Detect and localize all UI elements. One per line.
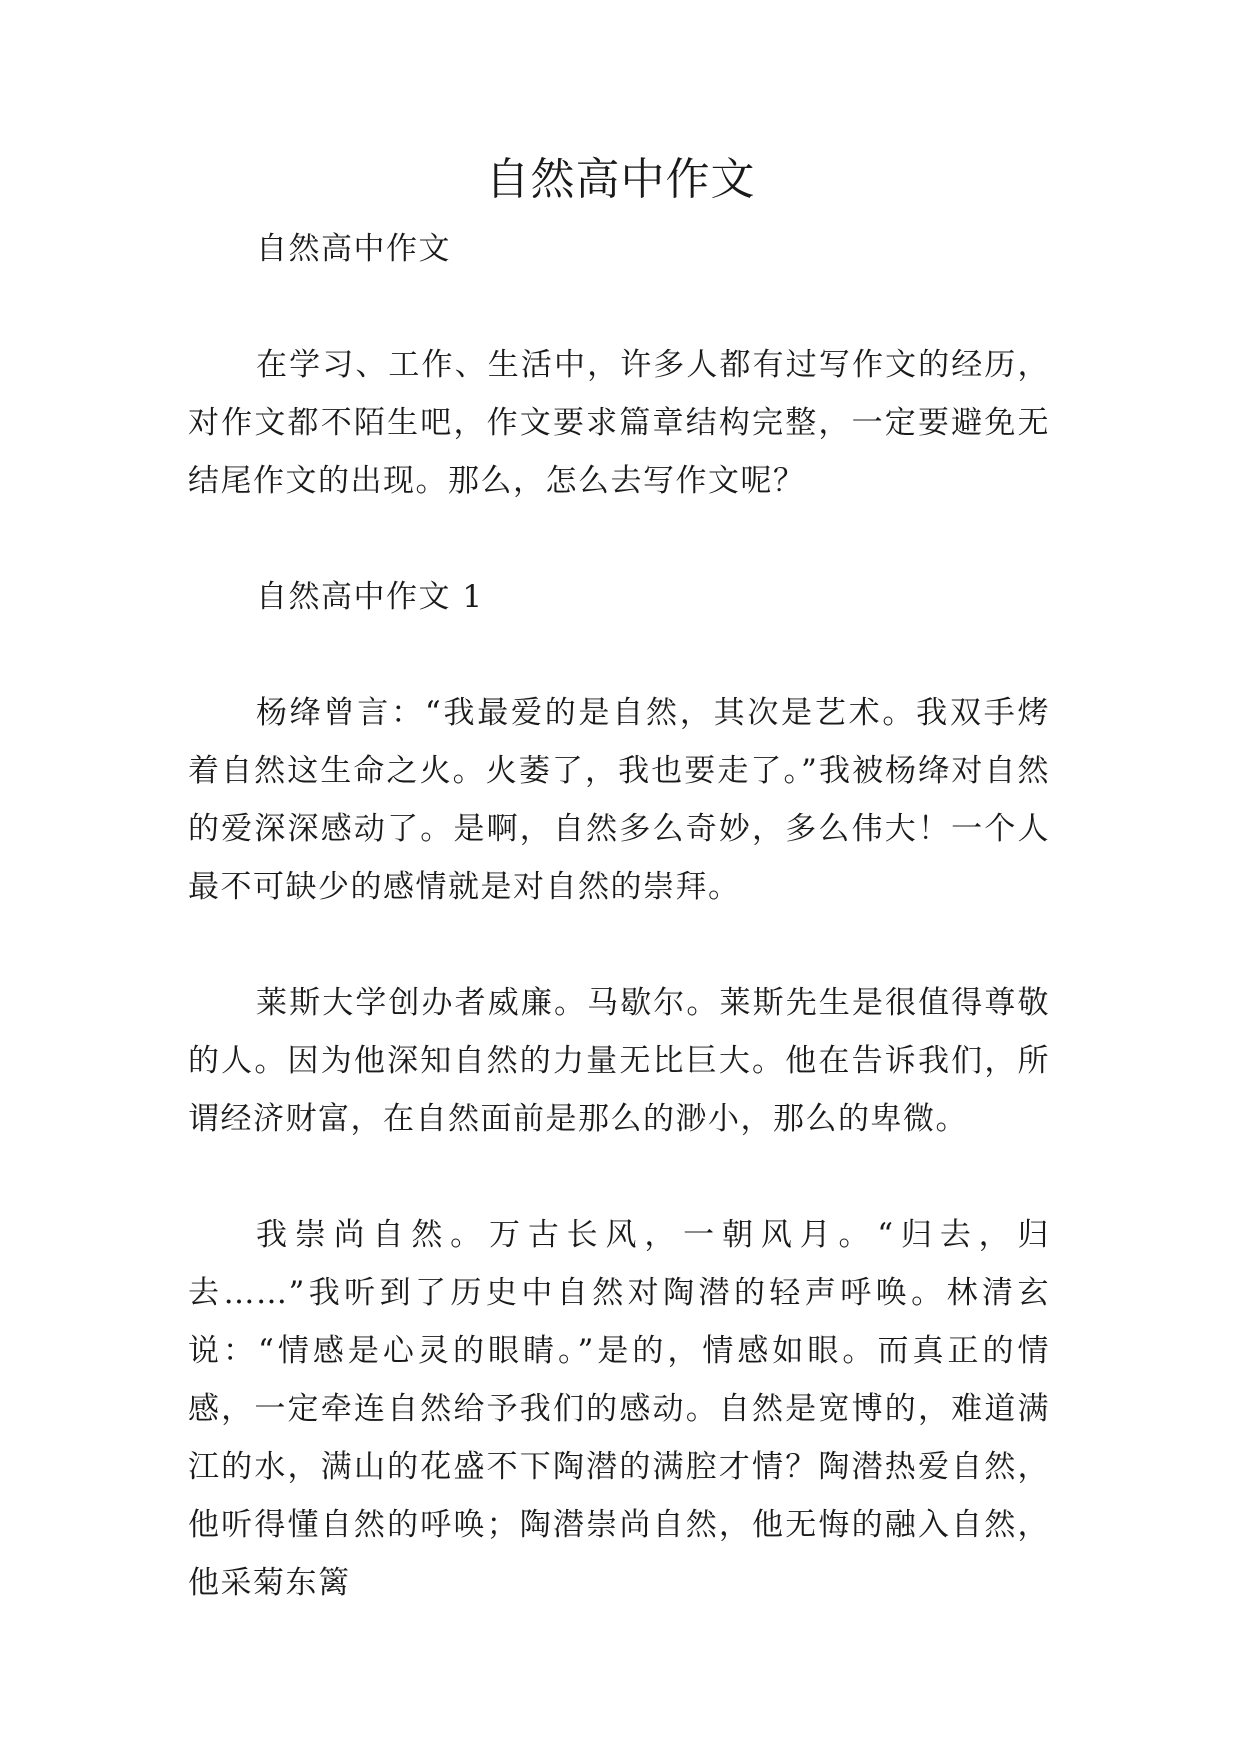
body-paragraph: 莱斯大学创办者威廉。马歇尔。莱斯先生是很值得尊敬的人。因为他深知自然的力量无比巨大。他在告诉我们，所谓经济财富，在自然面前是那么的渺小，那么的卑微。 <box>188 985 1050 1137</box>
body-paragraph: 杨绛曾言：“我最爱的是自然，其次是艺术。我双手烤着自然这生命之火。火萎了，我也要走了。”我被杨绛对自然的爱深深感动了。是啊，自然多么奇妙，多么伟大！一个人最不可缺少的感情就是对自然的崇拜。 <box>188 695 1050 905</box>
body-paragraph: 我崇尚自然。万古长风，一朝风月。“归去，归去……”我听到了历史中自然对陶潜的轻声呼唤。林清玄说：“情感是心灵的眼睛。”是的，情感如眼。而真正的情感，一定牵连自然给予我们的感动。自然是宽博的，难道满江的水，满山的花盛不下陶潜的满腔才情？陶潜热爱自然，他听得懂自然的呼唤；陶潜崇尚自然，他无悔的融入自然，他采菊东篱 <box>188 1217 1050 1601</box>
document-title: 自然高中作文 <box>485 154 756 205</box>
intro-paragraph: 在学习、工作、生活中，许多人都有过写作文的经历，对作文都不陌生吧，作文要求篇章结构完整，一定要避免无结尾作文的出现。那么，怎么去写作文呢？ <box>188 347 1050 499</box>
subtitle-paragraph: 自然高中作文 <box>256 231 451 267</box>
document-body <box>188 220 1050 1612</box>
section-heading: 自然高中作文 1 <box>256 579 484 615</box>
